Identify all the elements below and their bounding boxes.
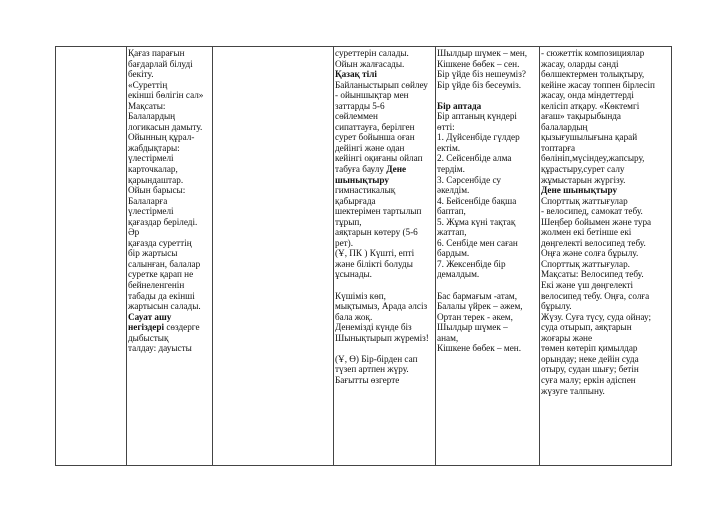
text-line: талдау: дауысты bbox=[128, 343, 192, 354]
text-line: негіздері сөздерге bbox=[128, 322, 200, 333]
text-line: Кішкене бөбек – сен. bbox=[437, 58, 520, 69]
text-line: үлестірмелі bbox=[128, 153, 174, 164]
text-line: Байланыстырып сөйлеу bbox=[335, 79, 428, 90]
text-line: анам, bbox=[437, 332, 459, 343]
text-line: Ойын жалғасады. bbox=[335, 58, 405, 69]
text-line: жасау, оларды сәнді bbox=[541, 58, 619, 69]
column-divider bbox=[671, 47, 672, 465]
text-line: өтті: bbox=[437, 121, 455, 132]
text-line: отыру, судан шығу; бетін bbox=[541, 364, 639, 375]
cell-game-activities bbox=[128, 48, 211, 354]
text-line: «Суреттің bbox=[128, 79, 168, 90]
text-line: Мақсаты: bbox=[128, 100, 166, 111]
text-line: бұрылу. bbox=[541, 301, 572, 312]
text-line: Қағаз парағын bbox=[128, 48, 185, 58]
text-line: Ойын барысы: bbox=[128, 185, 186, 196]
text-line: жоғары және bbox=[541, 332, 593, 343]
text-line: - сюжеттік композициялар bbox=[541, 48, 645, 58]
text-line: келісіп атқару. «Көктемгі bbox=[541, 100, 640, 111]
text-line: балалардың bbox=[541, 121, 588, 132]
text-line: Шынықтырып жүреміз! bbox=[335, 332, 429, 343]
column-divider bbox=[435, 47, 436, 465]
text-line: бөлініп,мүсіндеу,жапсыру, bbox=[541, 153, 645, 164]
text-line: кейінгі оқиғаны ойлап bbox=[335, 153, 423, 164]
text-line: кейіне жасау топпен бірлесіп bbox=[541, 79, 655, 90]
text-line: Кішкене бөбек – мен. bbox=[437, 343, 522, 354]
text-line: жабдықтары: bbox=[128, 142, 180, 153]
text-line: демалдым. bbox=[437, 269, 480, 280]
text-line: үлестірмелі bbox=[128, 206, 174, 217]
text-line: бекіту. bbox=[128, 69, 154, 80]
text-line: дөңгелекті велосипед тебу. bbox=[541, 237, 646, 248]
text-line: Денеміздi күнде біз bbox=[335, 322, 412, 333]
text-line: құрастыру,сурет салу bbox=[541, 164, 625, 175]
column-divider bbox=[212, 47, 213, 465]
text-line: қағаздар беріледі. bbox=[128, 216, 198, 227]
text-line: қағазда суреттің bbox=[128, 237, 192, 248]
text-line bbox=[335, 280, 434, 291]
text-line: суға малу; еркін әдіспен bbox=[541, 374, 636, 385]
text-line: бала жоқ. bbox=[335, 311, 373, 322]
text-line: суда отырып, аяқтарын bbox=[541, 322, 632, 333]
text-line: рет). bbox=[335, 237, 354, 248]
text-line: логикасын дамыту. bbox=[128, 121, 203, 132]
text-line: суреттерін салады. bbox=[335, 48, 409, 58]
text-line: Жүзу. Суға түсу, суда ойнау; bbox=[541, 311, 652, 322]
text-line: Шеңбер бойымен және тура bbox=[541, 216, 652, 227]
text-line: табады да екінші bbox=[128, 290, 195, 301]
text-line: Бас бармағым -атам, bbox=[437, 290, 518, 301]
text-line: заттарды 5-6 bbox=[335, 100, 385, 111]
text-line: бардым. bbox=[437, 248, 470, 259]
text-line: Күшіміз көп, bbox=[335, 290, 386, 301]
column-divider bbox=[333, 47, 334, 465]
text-line: Бір аптаның күндері bbox=[437, 111, 517, 122]
text-line: табуға баулу Дене bbox=[335, 164, 407, 175]
text-line: дейінгі және одан bbox=[335, 142, 405, 153]
text-line: Дене шынықтыру bbox=[541, 185, 618, 196]
text-line: 2. Сейсенбіде алма bbox=[437, 153, 512, 164]
column-divider bbox=[55, 47, 56, 465]
text-line: гимнастикалық bbox=[335, 185, 396, 196]
text-line: Қазақ тілі bbox=[335, 69, 377, 80]
text-line: бір жартысы bbox=[128, 248, 178, 259]
cell-kazakh-language-physical bbox=[335, 48, 434, 386]
text-line: орындау; неке дейін суда bbox=[541, 353, 639, 364]
text-line: Балалы үйрек – әжем, bbox=[437, 301, 523, 312]
text-line: 3. Сәрсенбіде су bbox=[437, 174, 501, 185]
text-line: Бағытты өзгерте bbox=[335, 374, 400, 385]
cell-sports-exercises bbox=[541, 48, 670, 396]
text-line: шектерімен тартылып bbox=[335, 206, 422, 217]
text-line: Ортан терек - әкем, bbox=[437, 311, 513, 322]
text-line: топтарға bbox=[541, 142, 576, 153]
text-line: Екі және үш дөңгелекті bbox=[541, 280, 634, 291]
text-line: қабырғада bbox=[335, 195, 376, 206]
text-line: - ойыншықтар мен bbox=[335, 90, 409, 101]
text-line: мықтымыз, Арада әлсіз bbox=[335, 301, 428, 312]
text-line: Ойынның құрал- bbox=[128, 132, 195, 143]
text-line: карточкалар, bbox=[128, 164, 178, 175]
text-line: баптап, bbox=[437, 206, 466, 217]
text-line: Балалардың bbox=[128, 111, 176, 122]
text-line: бейнеленгенін bbox=[128, 280, 185, 291]
text-line: сурет бойынша оған bbox=[335, 132, 415, 143]
text-line: жартысын салады. bbox=[128, 301, 201, 312]
text-line: бөлшектермен толықтыру, bbox=[541, 69, 645, 80]
text-line: Шылдыр шүмек – мен, bbox=[437, 48, 528, 58]
text-line: 7. Жексенбіде бір bbox=[437, 258, 506, 269]
text-line: бағдарлай білуді bbox=[128, 58, 193, 69]
text-line: екінші бөлігін сал» bbox=[128, 90, 204, 101]
text-line: суретке қарап не bbox=[128, 269, 194, 280]
text-line: 6. Сенбіде мен саған bbox=[437, 237, 518, 248]
text-line: Бір үйде біз нешеуміз? bbox=[437, 69, 526, 80]
text-line: әкелдім. bbox=[437, 185, 470, 196]
text-line: салынған, балалар bbox=[128, 258, 201, 269]
text-line: Мақсаты: Велосипед тебу. bbox=[541, 269, 644, 280]
text-line: ектім. bbox=[437, 142, 461, 153]
text-line: ағаш» тақырыбында bbox=[541, 111, 622, 122]
text-line: 1. Дүйсенбіде гүлдер bbox=[437, 132, 520, 143]
text-line: (Ұ, ПК ) Күшті, епті bbox=[335, 248, 415, 259]
bold-fragment: негіздері bbox=[128, 322, 165, 333]
text-line: сөйлеммен bbox=[335, 111, 378, 122]
text-line: жүзуге талпыну. bbox=[541, 385, 605, 396]
text-line: аяқтарын көтеру (5-6 bbox=[335, 227, 418, 238]
text-line: Бір үйде біз бесеуміз. bbox=[437, 79, 522, 90]
text-line: және білікті болуды bbox=[335, 258, 413, 269]
text-line: Сауат ашу bbox=[128, 311, 172, 322]
column-divider bbox=[126, 47, 127, 465]
column-divider bbox=[539, 47, 540, 465]
text-line: Спорттық жаттығулар. bbox=[541, 258, 630, 269]
text-line bbox=[335, 343, 434, 354]
text-line: Шылдыр шүмек – bbox=[437, 322, 508, 333]
text-line: төмен көтеріп қимылдар bbox=[541, 343, 638, 354]
text-line: велосипед тебу. Оңға, солға bbox=[541, 290, 650, 301]
text-line: (Ұ, Ө) Бір-бірден сап bbox=[335, 353, 418, 364]
text-line: жасау, онда міндеттерді bbox=[541, 90, 634, 101]
text-line: 5. Жұма күні тақтақ bbox=[437, 216, 516, 227]
text-line: шынықтыру bbox=[335, 174, 389, 185]
text-line bbox=[437, 280, 538, 291]
text-line: жолмен екі бетінше екі bbox=[541, 227, 632, 238]
text-line: ұсынады. bbox=[335, 269, 372, 280]
text-line: қарындаштар. bbox=[128, 174, 184, 185]
text-line: дыбыстық bbox=[128, 332, 169, 343]
text-line: Балаларға bbox=[128, 195, 168, 206]
text-line: қызығушылығына қарай bbox=[541, 132, 638, 143]
text-line: Оңға және солға бұрылу. bbox=[541, 248, 639, 259]
text-line: - велосипед, самокат тебу. bbox=[541, 206, 643, 217]
bold-fragment: Дене bbox=[386, 164, 407, 175]
text-line: 4. Бейсенбіде бақша bbox=[437, 195, 517, 206]
text-line: Спорттық жаттығулар bbox=[541, 195, 628, 206]
text-line: тұрып, bbox=[335, 216, 362, 227]
text-line: жұмыстарын жүргізу. bbox=[541, 174, 626, 185]
text-line: түзеп артпен жүру. bbox=[335, 364, 409, 375]
text-line bbox=[437, 90, 538, 101]
lesson-plan-table bbox=[55, 46, 672, 466]
text-line: жаттап, bbox=[437, 227, 467, 238]
text-line: сипаттауға, берілген bbox=[335, 121, 415, 132]
text-line: Бір аптада bbox=[437, 100, 482, 111]
cell-week-days-rhyme bbox=[437, 48, 538, 354]
text-line: тердім. bbox=[437, 164, 465, 175]
text-line: Әр bbox=[128, 227, 140, 238]
